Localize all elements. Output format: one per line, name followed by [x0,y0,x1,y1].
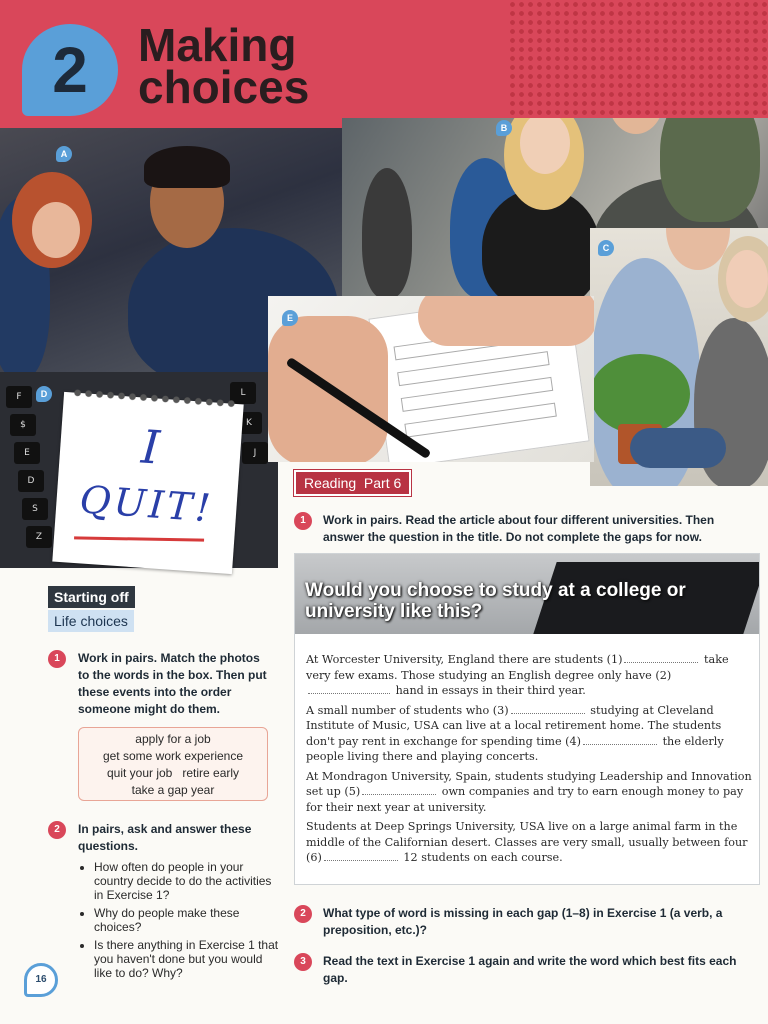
person-face [32,202,80,258]
exercise-instruction: Read the text in Exercise 1 again and write the word which best fits each gap. [323,954,737,985]
photo-e [268,296,594,462]
word-box [78,727,268,801]
article-text: 12 students on each course. [403,851,563,864]
article-paragraph [306,769,752,816]
exercise-instruction: Work in pairs. Match the photos to the words in the box. Then put these events into the order someone might do them. [78,651,267,716]
photo-label-a: A [56,146,72,162]
keyboard-key: J [242,442,268,464]
page-number: 16 [24,963,58,997]
gap-3[interactable] [511,703,585,714]
photo-label-e: E [282,310,298,326]
exercise-instruction: What type of word is missing in each gap (1–8) in Exercise 1 (a verb, a preposition, etc.)? [323,906,723,937]
photo-label-c: C [598,240,614,256]
photo-label-d: D [36,386,52,402]
exercise-instruction: Work in pairs. Read the article about four different universities. Then answer the question in the title. Do not complete the gaps for now. [323,513,715,544]
person-hair [144,146,230,188]
article-text: studying at Cleveland Institute of Music, USA can live at a local retirement home. The students don't pay rent in exchange for spending time (4) [306,703,722,748]
word-box-item: get some work experience [102,749,244,763]
article-text: At Worcester University, England there are students (1) [306,653,623,666]
exercise-number: 3 [294,953,312,971]
article-text: At Mondragon University, Spain, students studying Leadership and Innovation set up (5) [306,769,752,798]
unit-badge [22,24,118,116]
hand [418,296,594,346]
section-subtitle: Life choices [48,610,134,632]
question-list [80,860,280,984]
keyboard-key: D [18,470,44,492]
gap-5[interactable] [362,784,436,795]
notepad-text-quit: QUIT! [78,477,215,531]
gap-4[interactable] [583,734,657,745]
exercise-number: 1 [294,512,312,530]
article-body [306,652,752,870]
article-text: A small number of students who (3) [306,703,509,717]
gap-2[interactable] [308,683,390,694]
section-title: Starting off [48,586,135,608]
exercise-instruction: In pairs, ask and answer these questions. [78,822,252,853]
gap-6[interactable] [324,850,398,861]
i-quit-notepad [52,392,243,574]
gardening-gloves [630,428,726,468]
question-item: • How often do people in your country decide to do the activities in Exercise 1? [94,860,280,902]
unit-title-line2: choices [138,61,310,113]
exercise-number: 2 [294,905,312,923]
keyboard-key: E [14,442,40,464]
article-paragraph [306,652,752,699]
article-text: hand in essays in their third year. [395,684,586,697]
keyboard-key: F [6,386,32,408]
exercise-number: 2 [48,821,66,839]
man-face [608,118,664,134]
background-traveller [362,168,412,296]
halftone-pattern [508,0,768,130]
photo-label-b: B [496,120,512,136]
plant-leaves [590,354,690,434]
article-text: take very few exams. Those studying an English degree only have (2) [306,653,729,682]
gap-1[interactable] [624,652,698,663]
question-item: • Is there anything in Exercise 1 that you haven't done but you would like to do? Why? [94,938,280,980]
man-backpack [660,118,760,222]
article-title: Would you choose to study at a college or university like this? [305,580,686,622]
keyboard-key: Z [26,526,52,548]
notepad-text-i: I [139,419,162,475]
word-box-item: apply for a job [135,732,211,746]
keyboard-key: K [236,412,262,434]
question-item: • Why do people make these choices? [94,906,280,934]
article-text: own companies and try to earn enough money to pay for their next year at university. [306,785,744,814]
article-paragraph [306,819,752,866]
article-box [294,553,760,885]
unit-title-line1: Making [138,19,297,71]
notepad-underline [74,536,204,541]
keyboard-key: $ [10,414,36,436]
article-text: the elderly people living there and playing concerts. [306,734,724,763]
woman-face [726,250,768,308]
unit-number: 2 [52,34,88,106]
word-box-item: quit your job retire early [106,766,240,780]
exercise-number: 1 [48,650,66,668]
word-box-item: take a gap year [131,783,215,797]
article-text: Students at Deep Springs University, USA live on a large animal farm in the middle of the Californian desert. Classes are very small, usually between four (6) [306,820,748,864]
starting-off-heading [48,586,135,632]
keyboard-key: L [230,382,256,404]
article-paragraph [306,703,752,765]
reading-part-tag: Reading Part 6 [294,470,411,496]
photo-c [590,228,768,486]
unit-title [138,19,310,113]
keyboard-key: S [22,498,48,520]
